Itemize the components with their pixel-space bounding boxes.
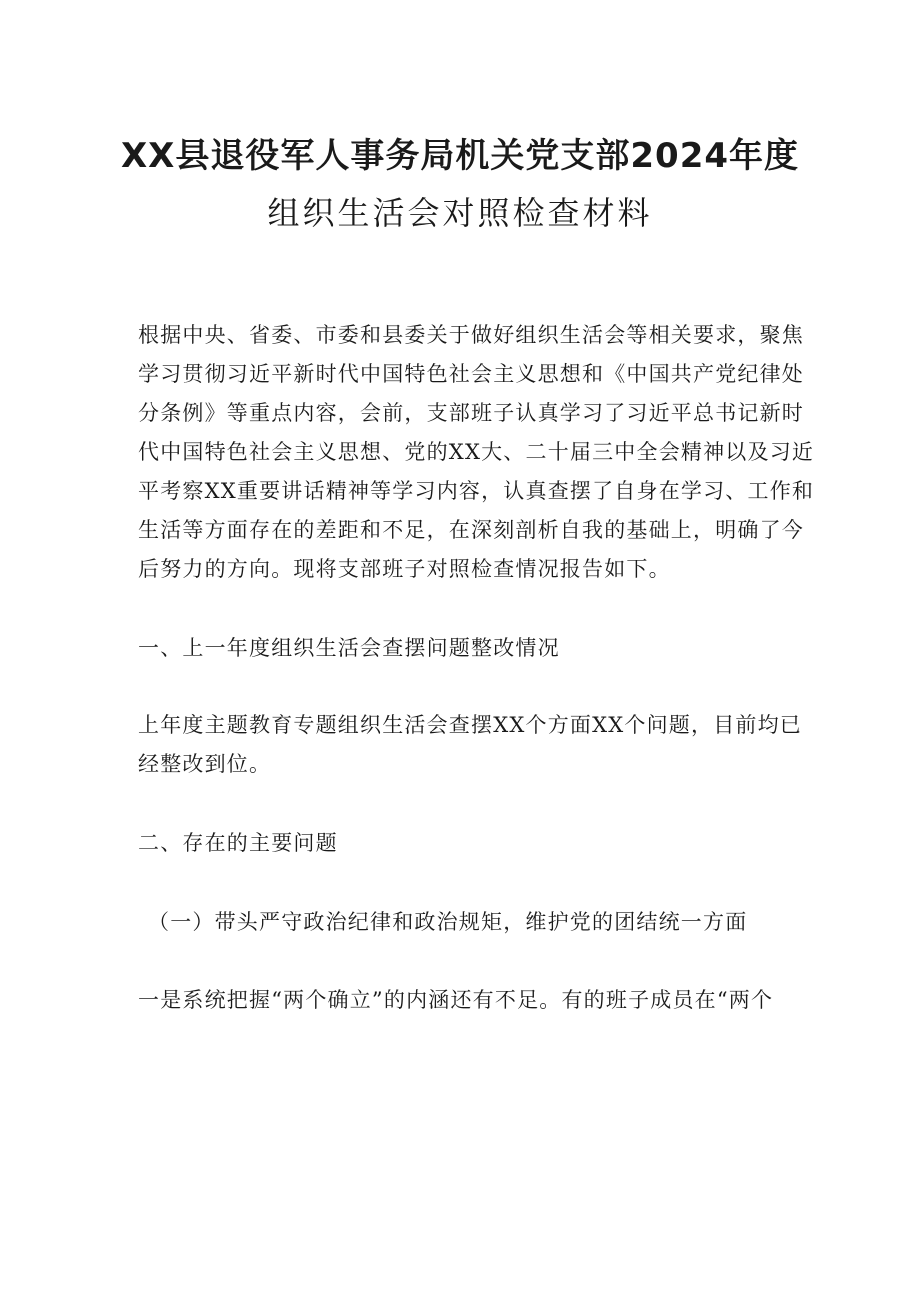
- intro-paragraph-line: 后努力的方向。现将支部班子对照检查情况报告如下。: [138, 557, 671, 581]
- intro-paragraph-line: 代中国特色社会主义思想、党的XX大、二十届三中全会精神以及习近: [138, 440, 815, 464]
- intro-paragraph-line: 平考察XX重要讲话精神等学习内容，认真查摆了自身在学习、工作和: [138, 479, 815, 503]
- subsection-1-heading: （一）带头严守政治纪律和政治规矩，维护党的团结统一方面: [148, 910, 748, 934]
- intro-paragraph-line: 学习贯彻习近平新时代中国特色社会主义思想和《中国共产党纪律处: [138, 362, 804, 386]
- intro-paragraph-line: 分条例》等重点内容，会前，支部班子认真学习了习近平总书记新时: [138, 401, 804, 425]
- section-2-heading: 二、存在的主要问题: [138, 831, 338, 855]
- section-1-heading: 一、上一年度组织生活会查摆问题整改情况: [138, 636, 560, 660]
- intro-paragraph-line: 根据中央、省委、市委和县委关于做好组织生活会等相关要求，聚焦: [138, 323, 804, 347]
- section-1-paragraph-line: 经整改到位。: [138, 752, 272, 776]
- document-title-line-1: XX县退役军人事务局机关党支部2024年度: [120, 136, 800, 176]
- subsection-1-paragraph-line: 一是系统把握“两个确立”的内涵还有不足。有的班子成员在“两个: [138, 988, 774, 1012]
- document-title-line-2: 组织生活会对照检查材料: [267, 194, 653, 232]
- intro-paragraph-line: 生活等方面存在的差距和不足，在深刻剖析自我的基础上，明确了今: [138, 518, 804, 542]
- section-1-paragraph-line: 上年度主题教育专题组织生活会查摆XX个方面XX个问题，目前均已: [138, 713, 802, 737]
